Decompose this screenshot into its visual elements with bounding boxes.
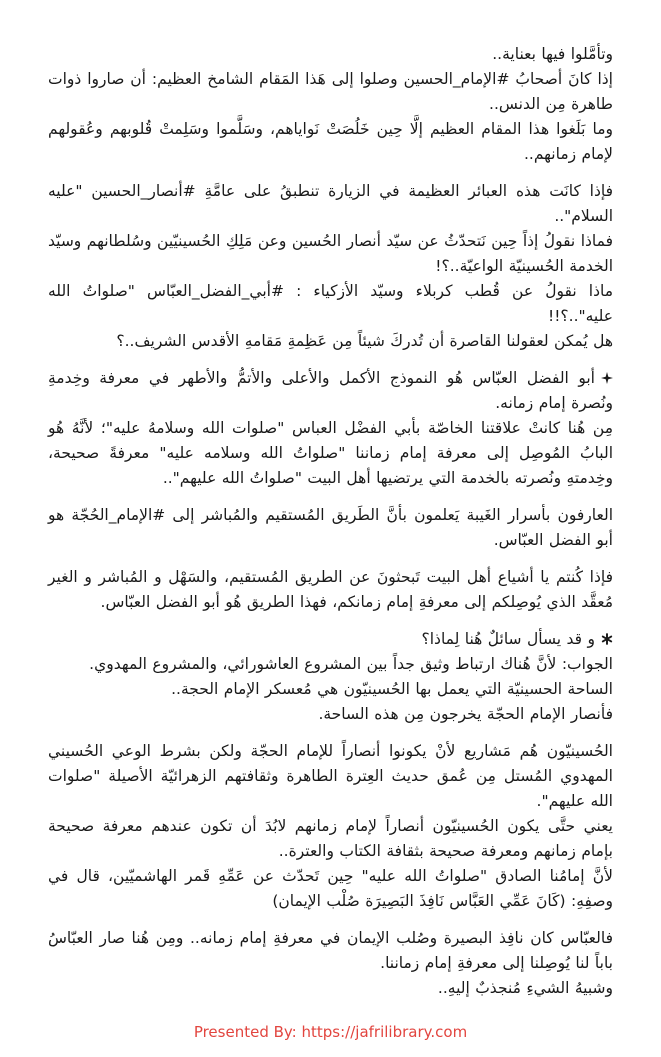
paragraph (48, 42, 613, 167)
text-line (48, 279, 613, 329)
text-line-content: فماذا نقولُ إذاً حِين نَتحدّثُ عن سيّد أنصار الحُسين وعن مَلِكِ الحُسينيّين وسُلطانهم وسيّد الخدمة الحُسينيّة الواعيّة..؟! (48, 232, 613, 275)
text-line (48, 416, 613, 491)
four-pointed-star-icon (601, 372, 613, 384)
text-line (48, 739, 613, 814)
text-line-content: وشبيهُ الشيءِ مُنجذبٌ إليهِ.. (437, 979, 613, 997)
text-line-content: فأنصار الإمام الحجّة يخرجون مِن هذه الساحة. (318, 705, 613, 723)
text-line (48, 627, 613, 652)
paragraph (48, 926, 613, 1001)
text-line (48, 565, 613, 615)
text-line-content: الحُسينيّون هُم مَشاريع لأنْ يكونوا أنصاراً للإمام الحجّة ولكن بشرط الوعي الحُسيني المهدوي المُستل مِن عُمق حديث العِترة الطاهرة وثقافتهم الزهرائيّة الأصيلة "صلوات الله عليهم". (48, 742, 613, 810)
paragraph (48, 366, 613, 491)
text-line-content: الجواب: لأنَّ هُناك ارتباط وثيق جداً بين المشروع العاشورائي، والمشروع المهدوي. (89, 655, 613, 673)
text-line (48, 976, 613, 1001)
text-line-content: وما بَلَغوا هذا المقام العظيم إلَّا حِين خَلُصَتْ نَواياهم، وسَلَّموا وسَلِمتْ قُلوبهم وعُقولهم لإمام زمانهم.. (48, 120, 613, 163)
text-line-content: فالعبّاس كان نافِذ البصيرة وصُلب الإيمان في معرفةِ إمام زمانه.. ومِن هُنا صار العبّاسُ باباً لنا يُوصِلنا إلى معرفةِ إمام زماننا. (48, 929, 613, 972)
text-line (48, 926, 613, 976)
paragraph (48, 179, 613, 354)
text-line-content: الساحة الحسينيّة التي يعمل بها الحُسينيّون هي مُعسكر الإمام الحجة.. (171, 680, 613, 698)
text-line-content: ماذا نقولُ عن قُطب كربلاء وسيّد الأزكياء : #أبي_الفضل_العبّاس "صلواتُ الله عليه"..؟!! (48, 282, 613, 325)
text-line-content: هل يُمكن لعقولنا القاصرة أن تُدركَ شيئاً مِن عَظِمةِ مَقامهِ الأقدس الشريف..؟ (116, 332, 613, 350)
footer (48, 1013, 613, 1057)
text-line-content: فإذا كُنتم يا أشياع أهل البيت تَبحثونَ عن الطريق المُستقيم، والسَهْل و المُباشر و الغير مُعقَّد الذي يُوصِلكم إلى معرفةِ إمام زمانكم، فهذا الطريق هُو أبو الفضل العبّاس. (48, 568, 613, 611)
paragraph (48, 503, 613, 553)
text-line (48, 229, 613, 279)
document-content (48, 42, 613, 1013)
text-line (48, 652, 613, 677)
text-line (48, 677, 613, 702)
paragraph (48, 565, 613, 615)
text-line-content: مِن هُنا كانتْ علاقتنا الخاصّة بأبي الفضْل العباس "صلوات الله وسلامهُ عليه"؛ لأنَّهُ هُو البابُ المُوصِل إلى معرفة إمام زماننا "صلواتُ الله وسلامه عليه" معرفةً صحيحة، وخِدمتهِ ونُصرته بالخدمة التي يرتضيها أهل البيت "صلواتُ الله عليهم".. (48, 419, 613, 487)
text-line-content: فإذا كانَت هذه العبائر العظيمة في الزيارة تنطبقُ على عامَّةِ #أنصار_الحسين "عليه السلام".. (48, 182, 613, 225)
text-line (48, 179, 613, 229)
heavy-asterisk-icon (601, 633, 613, 645)
text-line-content: و قد يسأل سائلٌ هُنا لِماذا؟ (421, 630, 595, 648)
text-line (48, 702, 613, 727)
footer-link[interactable]: Presented By: https://jafrilibrary.com (193, 1023, 468, 1041)
text-line (48, 67, 613, 117)
paragraph (48, 739, 613, 914)
paragraph (48, 627, 613, 727)
text-line-content: لأنَّ إمامُنا الصادق "صلواتُ الله عليه" حِين تَحدّث عن عَمِّهِ قَمر الهاشميّين، قال في وصفِهِ: (كَانَ عَمِّي العَبَّاس نَافِذَ البَصِيرَة صُلْب الإيمان) (48, 867, 613, 910)
text-line (48, 503, 613, 553)
text-line-content: العارفون بأسرار الغَيبة يَعلمون بأنَّ الطَريق المُستقيم والمُباشر إلى #الإمام_الحُجّة هو أبو الفضل العبّاس. (48, 506, 613, 549)
text-line (48, 42, 613, 67)
text-line-content: يعني حتَّى يكون الحُسينيّون أنصاراً لإمام زمانهم لابُدَ أن تكون عندهم معرفة صحيحة بإمام زمانهم ومعرفة صحيحة بثقافة الكتاب والعترة.. (48, 817, 613, 860)
text-line-content: وتأمَّلوا فيها بعناية.. (492, 45, 613, 63)
text-line-content: إذا كانَ أصحابُ #الإمام_الحسين وصلوا إلى هَذا المَقام الشامخ العظيم: أن صاروا ذوات طاهرة مِن الدنس.. (48, 70, 613, 113)
text-line (48, 864, 613, 914)
text-line-content: أبو الفضل العبّاس هُو النموذج الأكمل والأعلى والأتمُّ والأطهر في معرفة وخِدمةِ ونُصرة إمام زمانه. (48, 369, 613, 412)
text-line (48, 814, 613, 864)
text-line (48, 117, 613, 167)
text-line (48, 329, 613, 354)
text-line (48, 366, 613, 416)
